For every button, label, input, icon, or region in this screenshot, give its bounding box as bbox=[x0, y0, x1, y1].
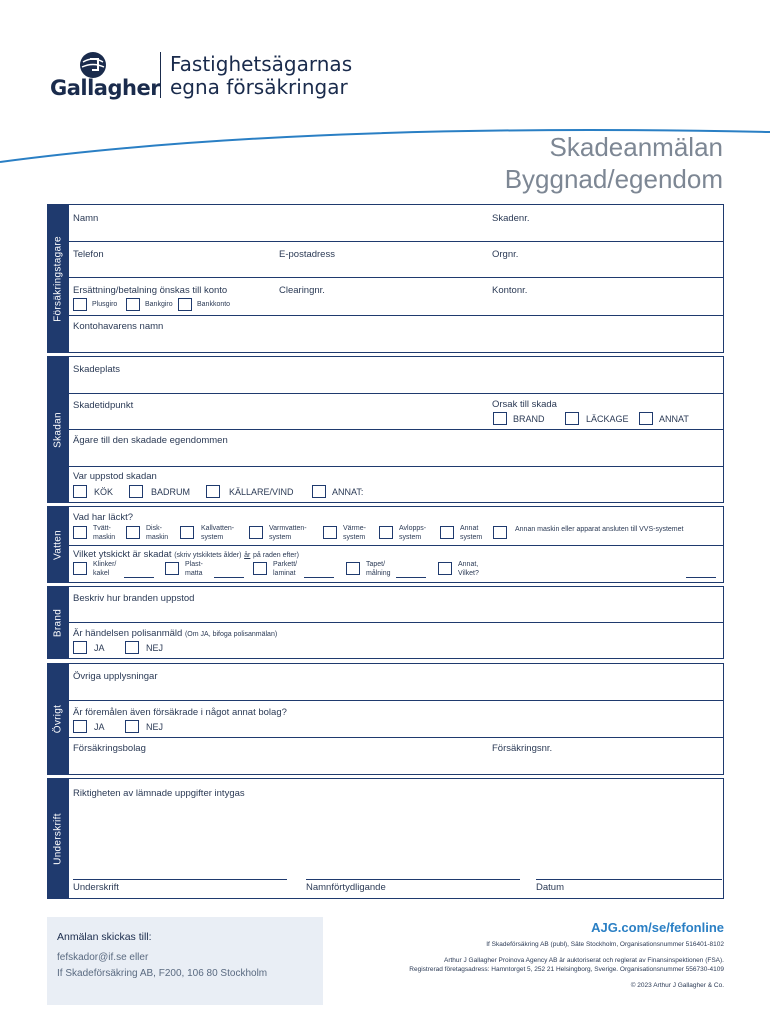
footer-line1: If Skadeförsäkring AB (publ), Säte Stockholm, Organisationsnummer 516401-8102 bbox=[486, 941, 724, 948]
page-title-line1: Skadeanmälan bbox=[549, 132, 723, 162]
bankgiro-checkbox[interactable] bbox=[126, 298, 140, 311]
underskrift-label: Underskrift bbox=[73, 882, 119, 893]
side-label: Övrigt bbox=[52, 704, 64, 734]
varme-checkbox[interactable] bbox=[323, 526, 337, 539]
side-label: Försäkringstagare bbox=[52, 235, 64, 322]
bolag-ja-checkbox[interactable] bbox=[73, 720, 87, 733]
telefon-label: Telefon bbox=[73, 249, 104, 260]
ja-label: JA bbox=[94, 643, 105, 653]
footer-email[interactable]: fefskador@if.se eller bbox=[57, 952, 149, 963]
beskriv-label: Beskriv hur branden uppstod bbox=[73, 593, 195, 604]
logo-text: Gallagher bbox=[50, 76, 161, 100]
plusgiro-checkbox[interactable] bbox=[73, 298, 87, 311]
kontohavare-label: Kontohavarens namn bbox=[73, 321, 164, 332]
vatten-item-label: Annat system bbox=[460, 525, 483, 541]
polis-text: Är händelsen polisanmäld bbox=[73, 628, 183, 639]
ytskikt-note2: år bbox=[244, 552, 251, 559]
annat-system-checkbox[interactable] bbox=[440, 526, 454, 539]
skadenr-label: Skadenr. bbox=[492, 213, 530, 224]
section-ovrigt bbox=[47, 663, 724, 775]
orgnr-label: Orgnr. bbox=[492, 249, 519, 260]
kok-checkbox[interactable] bbox=[73, 485, 87, 498]
badrum-checkbox[interactable] bbox=[129, 485, 143, 498]
footer-address-box bbox=[47, 917, 323, 1005]
ytskikt-text: Vilket ytskickt är skadat bbox=[73, 549, 172, 560]
namn-label: Namn bbox=[73, 213, 99, 224]
parkett-checkbox[interactable] bbox=[253, 562, 267, 575]
ja-label: JA bbox=[94, 722, 105, 732]
plastmatta-checkbox[interactable] bbox=[165, 562, 179, 575]
diskmaskin-checkbox[interactable] bbox=[126, 526, 140, 539]
annat-option-label: ANNAT bbox=[659, 414, 689, 424]
side-label: Brand bbox=[52, 608, 64, 637]
footer-copyright: © 2023 Arthur J Gallagher & Co. bbox=[630, 982, 724, 989]
bolag-label: Försäkringsbolag bbox=[73, 743, 146, 754]
footer-address: If Skadeförsäkring AB, F200, 106 80 Stockholm bbox=[57, 968, 268, 979]
polis-ja-checkbox[interactable] bbox=[73, 641, 87, 654]
section-vatten bbox=[47, 506, 724, 583]
clearing-label: Clearingnr. bbox=[279, 285, 325, 296]
brand-checkbox[interactable] bbox=[493, 412, 507, 425]
yt-item-label: Parkett/ laminat bbox=[273, 561, 298, 577]
ersattning-label: Ersättning/betalning önskas till konto bbox=[73, 285, 228, 296]
yt-item-label: Annat, Vilket? bbox=[458, 561, 479, 577]
namnfortydligande-label: Namnförtydligande bbox=[306, 882, 386, 893]
varmvatten-checkbox[interactable] bbox=[249, 526, 263, 539]
brand-line2: egna försäkringar bbox=[170, 75, 348, 99]
brand-line1: Fastighetsägarnas bbox=[170, 52, 353, 76]
polis-note: (Om JA, bifoga polisanmälan) bbox=[184, 631, 278, 638]
annat-yt-checkbox[interactable] bbox=[438, 562, 452, 575]
section-brand bbox=[47, 586, 724, 659]
kallare-label: KÄLLARE/VIND bbox=[229, 487, 294, 497]
polis-label bbox=[73, 628, 277, 639]
vad-label: Vad har läckt? bbox=[73, 512, 134, 523]
tapet-checkbox[interactable] bbox=[346, 562, 360, 575]
datum-label: Datum bbox=[536, 882, 564, 893]
side-label: Underskrift bbox=[52, 812, 64, 865]
bolag-nej-checkbox[interactable] bbox=[125, 720, 139, 733]
yt-item-label: Plast- matta bbox=[185, 561, 203, 577]
bankkonto-checkbox[interactable] bbox=[178, 298, 192, 311]
vatten-item-label: Tvätt- maskin bbox=[93, 525, 116, 541]
page-title-line2: Byggnad/egendom bbox=[504, 164, 723, 194]
vatten-item-label: Kallvatten- system bbox=[201, 525, 235, 541]
logo-divider bbox=[160, 52, 161, 98]
kallvatten-checkbox[interactable] bbox=[180, 526, 194, 539]
lackage-option-label: LÄCKAGE bbox=[586, 414, 629, 424]
section-skadan bbox=[47, 356, 724, 503]
lackage-checkbox[interactable] bbox=[565, 412, 579, 425]
epost-label: E-postadress bbox=[279, 249, 335, 260]
yt-item-label: Tapet/ målning bbox=[366, 561, 391, 577]
ytskikt-note: (skriv ytskiktets ålder) bbox=[174, 552, 242, 559]
brand-option-label: BRAND bbox=[513, 414, 545, 424]
intygas-label: Riktigheten av lämnade uppgifter intygas bbox=[73, 788, 245, 799]
yt-item-label: Klinker/ kakel bbox=[93, 561, 117, 577]
footer-line2: Arthur J Gallagher Proinova Agency AB är auktoriserat och reglerat av Finansinspektionen (FSA). bbox=[443, 957, 724, 964]
orsak-label: Orsak till skada bbox=[492, 399, 557, 410]
vatten-item-label: Värme- system bbox=[343, 525, 366, 541]
kallare-checkbox[interactable] bbox=[206, 485, 220, 498]
side-label: Skadan bbox=[52, 411, 64, 448]
annat-bolag-label: Är föremålen även försäkrade i något annat bolag? bbox=[73, 707, 287, 718]
section-underskrift bbox=[47, 778, 724, 899]
annan-maskin-label: Annan maskin eller apparat ansluten till VVS-systemet bbox=[515, 526, 684, 533]
badrum-label: BADRUM bbox=[151, 487, 191, 497]
bankkonto-label: Bankkonto bbox=[197, 301, 231, 308]
vatten-item-label: Disk- maskin bbox=[146, 525, 169, 541]
skadeplats-label: Skadeplats bbox=[73, 364, 121, 375]
nej-label: NEJ bbox=[146, 643, 164, 653]
uppstod-label: Var uppstod skadan bbox=[73, 471, 157, 482]
kontonr-label: Kontonr. bbox=[492, 285, 528, 296]
avlopp-checkbox[interactable] bbox=[379, 526, 393, 539]
footer-url-link[interactable]: AJG.com/se/fefonline bbox=[591, 920, 724, 935]
bankgiro-label: Bankgiro bbox=[145, 301, 173, 308]
skickas-label: Anmälan skickas till: bbox=[57, 931, 152, 943]
klinker-checkbox[interactable] bbox=[73, 562, 87, 575]
skadetidpunkt-label: Skadetidpunkt bbox=[73, 400, 134, 411]
polis-nej-checkbox[interactable] bbox=[125, 641, 139, 654]
annat2-checkbox[interactable] bbox=[312, 485, 326, 498]
kok-label: KÖK bbox=[94, 487, 114, 497]
upplysningar-label: Övriga upplysningar bbox=[73, 671, 158, 682]
annat2-label: ANNAT: bbox=[332, 487, 364, 497]
annan-maskin-checkbox[interactable] bbox=[493, 526, 507, 539]
ytskikt-label bbox=[73, 549, 299, 560]
plusgiro-label: Plusgiro bbox=[92, 301, 118, 308]
side-label: Vatten bbox=[52, 529, 64, 560]
forsnr-label: Försäkringsnr. bbox=[492, 743, 553, 754]
ytskikt-note3: på raden efter) bbox=[253, 552, 299, 559]
vatten-item-label: Varmvatten- system bbox=[269, 525, 307, 541]
vatten-item-label: Avlopps- system bbox=[399, 525, 427, 541]
annat-checkbox[interactable] bbox=[639, 412, 653, 425]
section-forsakringstagare bbox=[47, 204, 724, 353]
nej-label: NEJ bbox=[146, 722, 164, 732]
agare-label: Ägare till den skadade egendommen bbox=[73, 435, 228, 446]
footer-line3: Registrerad företagsadress: Hamntorget 5, 252 21 Helsingborg, Sverige. Organisationsnummer 556730-4109 bbox=[409, 966, 724, 973]
tvattmaskin-checkbox[interactable] bbox=[73, 526, 87, 539]
